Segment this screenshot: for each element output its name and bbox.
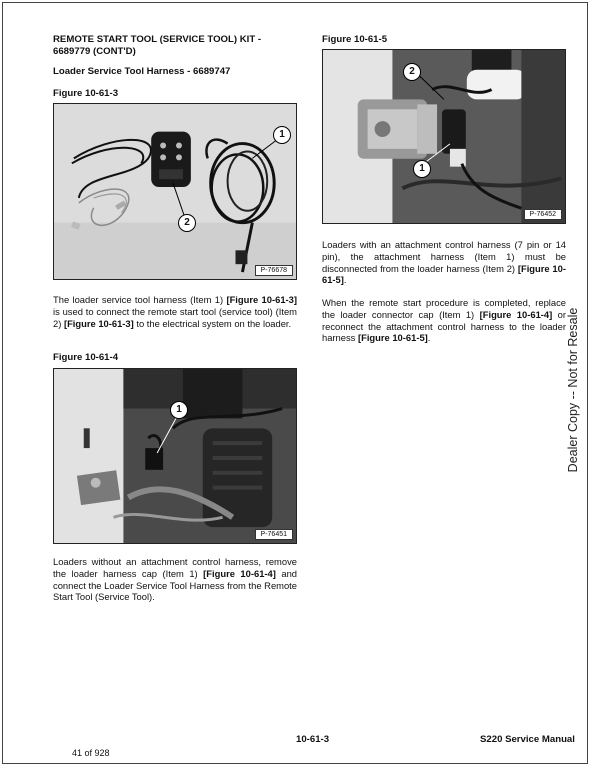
subheading: Loader Service Tool Harness - 6689747 [53,66,231,77]
section-heading-line2: 6689779 (CONT'D) [53,46,136,57]
figure-label-10-61-5: Figure 10-61-5 [322,34,388,45]
figure-ref: [Figure 10-61-3] [226,294,297,305]
section-heading-line1: REMOTE START TOOL (SERVICE TOOL) KIT - [53,34,262,45]
paragraph-loaders-without-harness [53,556,297,603]
figure-ref: [Figure 10-61-4] [203,567,276,579]
para-text: is used to connect the remote start tool (service tool) (Item 2) [53,305,297,329]
figure-ref: [Figure 10-61-5] [322,262,566,286]
figure-10-61-5-code: P-76452 [524,209,562,220]
figure-10-61-4-callout-1: 1 [170,401,188,419]
section-heading [53,34,261,58]
para-text: The loader service tool harness (Item 1) [53,294,227,305]
figure-10-61-3-photo [53,103,297,280]
manual-title: S220 Service Manual [480,734,575,745]
figure-label-10-61-4: Figure 10-61-4 [53,352,119,363]
loader-harness-cap-image [54,369,296,543]
paragraph-loaders-with-harness [322,239,566,286]
para-text: . [343,274,347,286]
harness-photo-image [54,104,296,279]
para-text: to the electrical system on the loader. [133,317,292,329]
para-text: Loaders without an attachment control harness, remove the loader harness cap (Item 1) [53,556,297,579]
figure-ref: [Figure 10-61-5] [357,332,428,344]
attachment-harness-image [323,50,565,223]
page-number: 10-61-3 [296,734,330,745]
figure-10-61-5-callout-2: 2 [403,63,421,81]
figure-10-61-3-callout-1: 1 [273,126,291,144]
figure-ref: [Figure 10-61-4] [479,308,553,320]
figure-10-61-3-callout-2: 2 [178,214,196,232]
paragraph-remote-start-completed [322,297,566,344]
figure-10-61-4-photo [53,368,297,544]
para-text: . [427,332,431,344]
figure-10-61-4-code: P-76451 [255,529,293,540]
figure-10-61-5-photo [322,49,566,224]
figure-10-61-5-callout-1: 1 [413,160,431,178]
dealer-copy-watermark: Dealer Copy -- Not for Resale [566,307,580,473]
paragraph-loader-service-harness [53,294,297,329]
para-text: Loaders with an attachment control harness (7 pin or 14 pin), the attachment harness (Item 1) must be disconnected from the loader harness (Item 2) [322,239,566,274]
figure-10-61-3-code: P-76678 [255,265,293,276]
page-count: 41 of 928 [72,748,110,758]
para-text: When the remote start procedure is completed, replace the loader connector cap (Item 1) [322,297,566,320]
para-text: and connect the Loader Service Tool Harness from the Remote Start Tool (Service Tool). [53,567,298,603]
para-text: or reconnect the attachment control harness to the loader harness [322,308,567,344]
figure-label-10-61-3: Figure 10-61-3 [53,88,119,99]
figure-ref: [Figure 10-61-3] [63,317,134,329]
